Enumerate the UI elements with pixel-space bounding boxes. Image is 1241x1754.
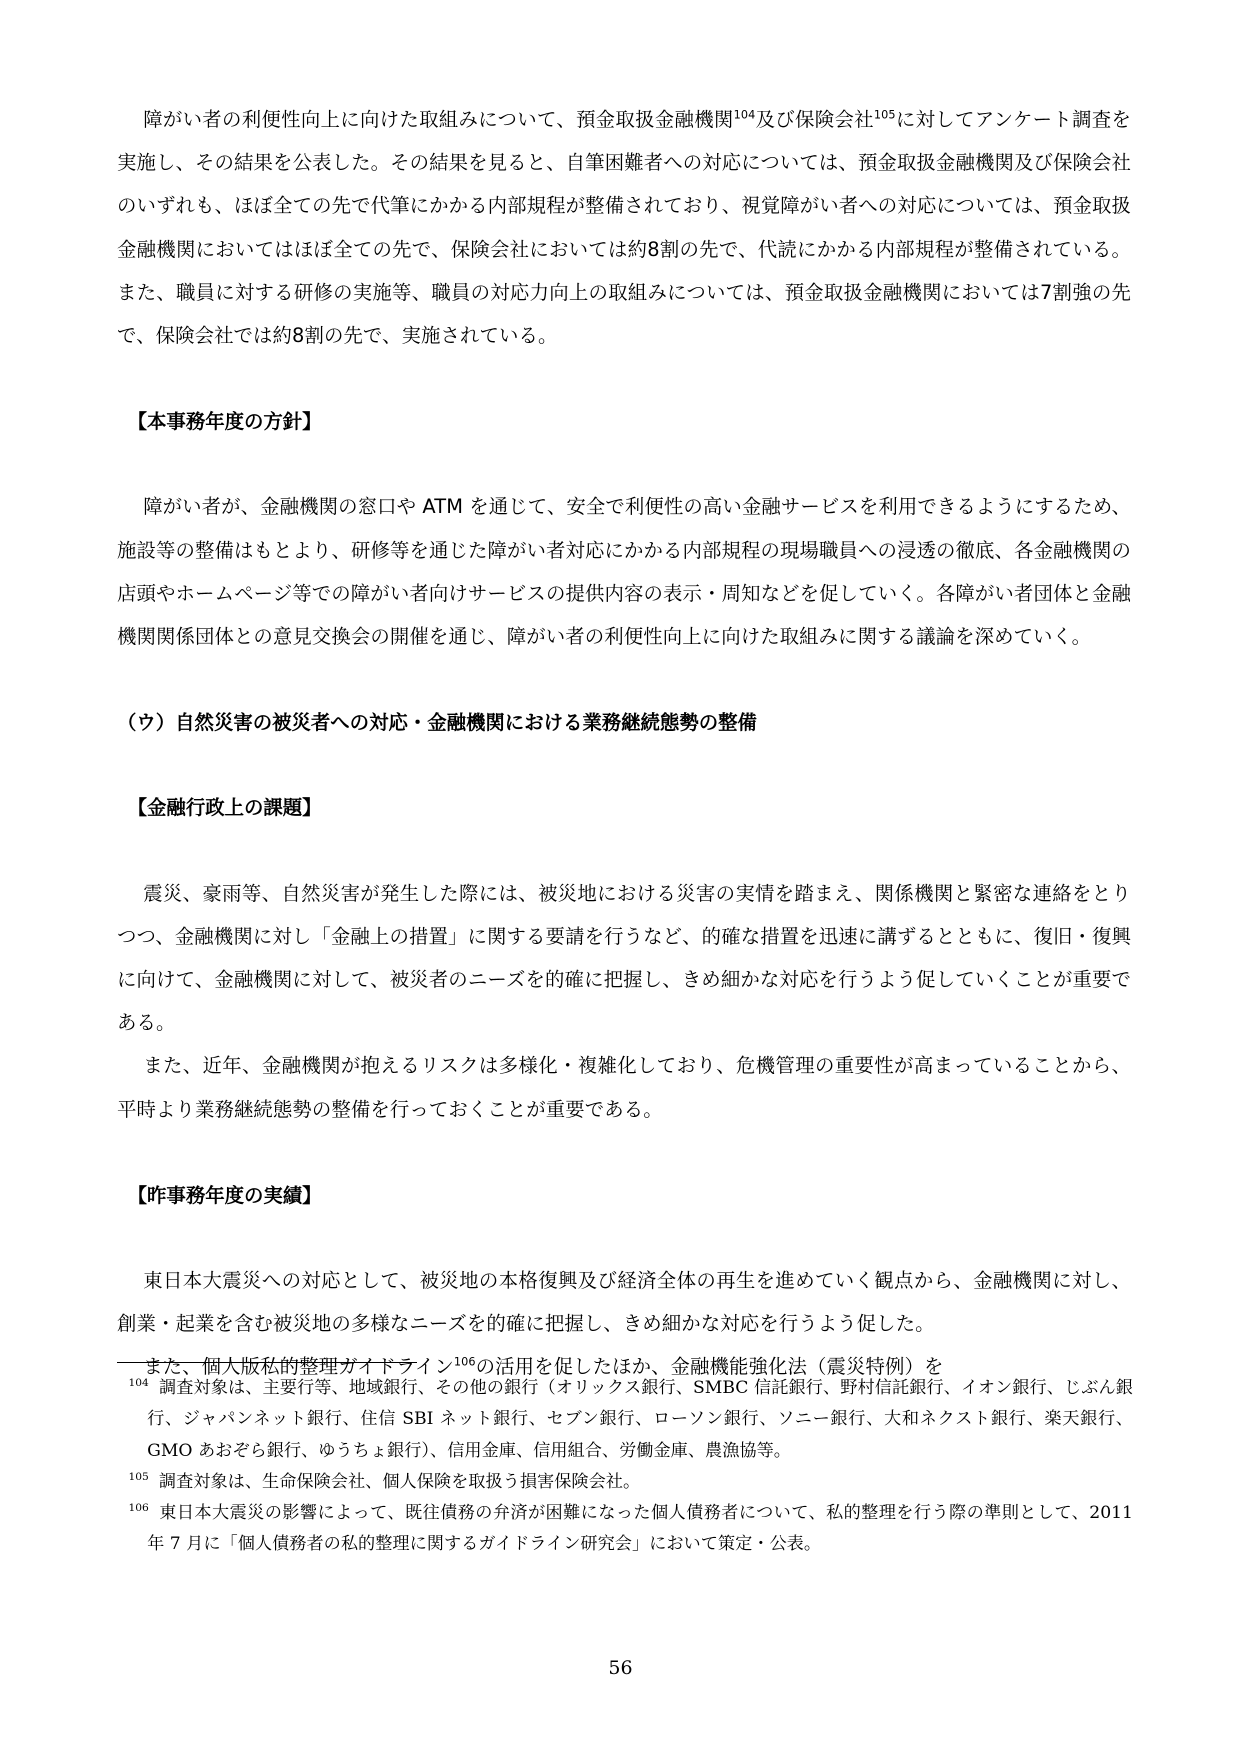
footnote-number: 106 [128,1501,149,1515]
footnote-ref-106[interactable]: 106 [453,1356,476,1369]
paragraph-great-east-japan-earthquake: 東日本大震災への対応として、被災地の本格復興及び経済全体の再生を進めていく観点から、金融機関に対し、創業・起業を含む被災地の多様なニーズを的確に把握し、きめ細かな対応を行うよう促した。 [117,1269,1131,1336]
footnote-separator-rule [117,1362,417,1363]
footnote-text: 調査対象は、主要行等、地域銀行、その他の銀行（オリックス銀行、SMBC 信託銀行、野村信託銀行、イオン銀行、じぶん銀行、ジャパンネット銀行、住信 SBI ネット銀行、セブン銀行、ローソン銀行、ソニー銀行、大和ネクスト銀行、楽天銀行、GMO あおぞら銀行、ゆうちょ銀行）、信用金庫、信用組合、労働金庫、農漁協等。 [147,1378,1133,1461]
footnote-item [117,1467,1133,1498]
footnote-number: 104 [128,1376,149,1390]
footnote-text: 調査対象は、生命保険会社、個人保険を取扱う損害保険会社。 [158,1471,641,1492]
footnote-text: 東日本大震災の影響によって、既往債務の弁済が困難になった個人債務者について、私的整理を行う際の準則として、2011 年 7 月に「個人債務者の私的整理に関するガイドライン研究会」において策定・公表。 [147,1503,1133,1555]
spacer [117,357,1131,400]
heading-policy-this-year: 【本事務年度の方針】 [127,410,322,434]
paragraph-text-part: また、個人版私的整理ガイドライン [143,1355,454,1379]
footnote-item [117,1373,1133,1467]
paragraph-text-part: 障がい者の利便性向上に向けた取組みについて、預金取扱金融機関 [143,108,734,131]
footnote-area [117,1362,1133,1561]
paragraph-policy-body: 障がい者が、金融機関の窓口や ATM を通じて、安全で利便性の高い金融サービスを利用できるようにするため、施設等の整備はもとより、研修等を通じた障がい者対応にかかる内部規程の現場職員への浸透の徹底、各金融機関の店頭やホームページ等での障がい者向けサービスの提供内容の表示・周知などを促していく。各障がい者団体と金融機関関係団体との意見交換会の開催を通じ、障がい者の利便性向上に向けた取組みに関する議論を深めていく。 [117,495,1131,649]
paragraph-risk-diversification: また、近年、金融機関が抱えるリスクは多様化・複雑化しており、危機管理の重要性が高まっていることから、平時より業務継続態勢の整備を行っておくことが重要である。 [117,1054,1131,1121]
spacer [117,1217,1131,1259]
footnote-ref-104[interactable]: 104 [733,108,756,122]
footnote-ref-105[interactable]: 105 [873,108,896,122]
heading-administrative-issues: 【金融行政上の課題】 [127,796,322,820]
paragraph-disaster-response: 震災、豪雨等、自然災害が発生した際には、被災地における災害の実情を踏まえ、関係機関と緊密な連絡をとりつつ、金融機関に対し「金融上の措置」に関する要請を行うなど、的確な措置を迅速に講ずるとともに、復旧・復興に向けて、金融機関に対して、被災者のニーズを的確に把握し、きめ細かな対応を行うよう促していくことが重要である。 [117,881,1131,1035]
spacer [117,658,1131,701]
footnote-item [117,1498,1133,1561]
paragraph-disability-survey [117,98,1131,357]
paragraph-text-part: に対してアンケート調査を実施し、その結果を公表した。その結果を見ると、自筆困難者への対応については、預金取扱金融機関及び保険会社のいずれも、ほぼ全ての先で代筆にかかる内部規程が整備されており、視覚障がい者への対応については、預金取扱金融機関においてはほぼ全ての先で、保険会社においては約8割の先で、代読にかかる内部規程が整備されている。また、職員に対する研修の実施等、職員の対応力向上の取組みについては、預金取扱金融機関においては7割強の先で、保険会社では約8割の先で、実施されている。 [117,108,1131,348]
spacer [117,744,1131,786]
paragraph-text-part: の活用を促したほか、金融機能強化法（震災特例）を [475,1355,944,1379]
heading-last-year-results: 【昨事務年度の実績】 [127,1183,322,1207]
spacer [117,830,1131,872]
spacer [117,1131,1131,1174]
spacer [117,443,1131,485]
page-content [117,98,1131,1389]
heading-section-wu: （ウ）自然災害の被災者への対応・金融機関における業務継続態勢の整備 [117,711,757,735]
page-number: 56 [608,1657,633,1679]
paragraph-text-part: 及び保険会社 [755,108,874,131]
footnote-number: 105 [128,1470,149,1484]
